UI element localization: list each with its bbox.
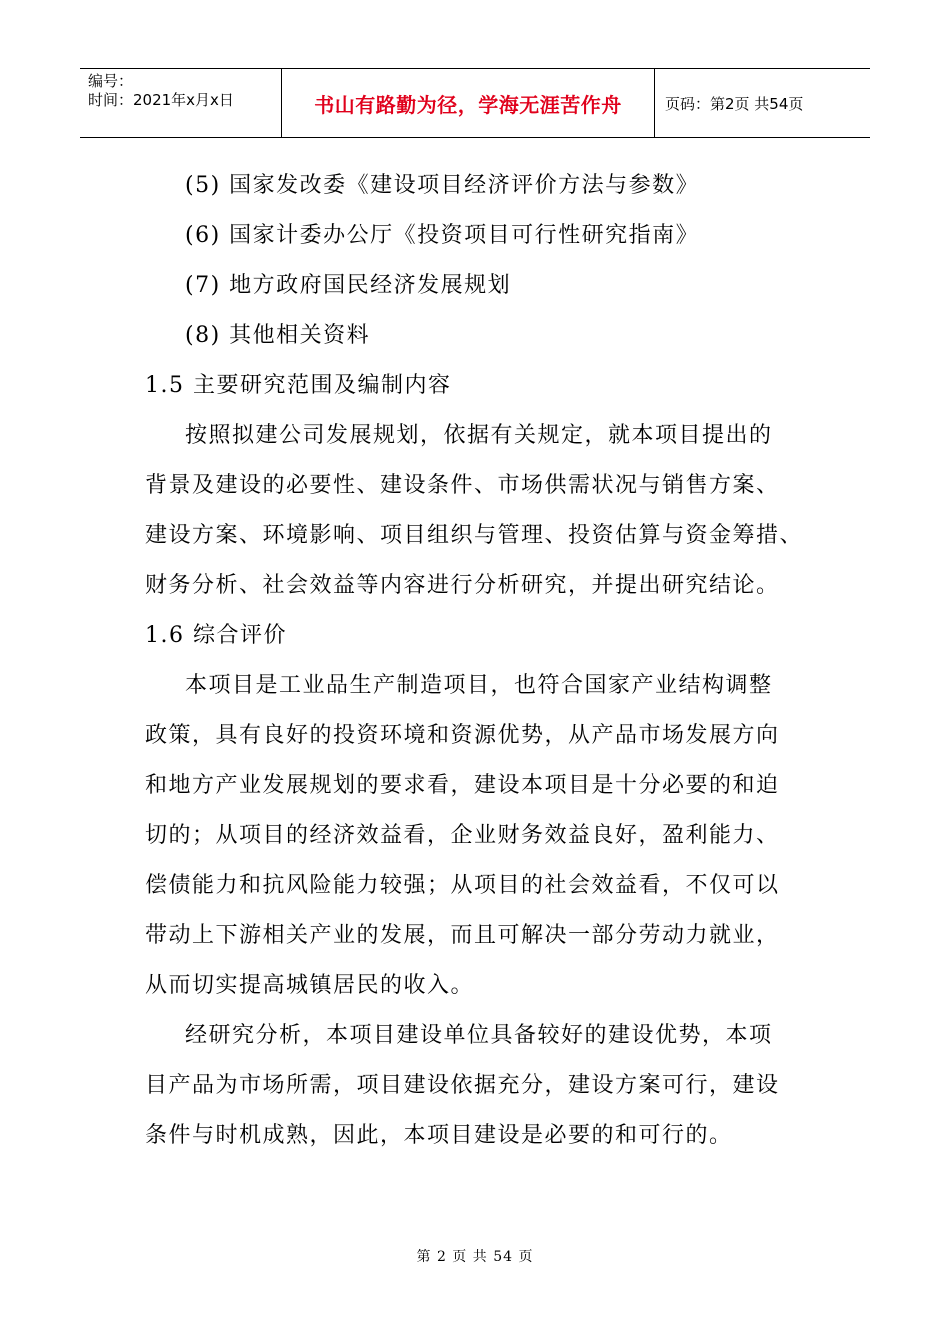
page-header — [80, 68, 870, 138]
paragraph-line: 财务分析、社会效益等内容进行分析研究，并提出研究结论。 — [145, 573, 780, 598]
paragraph-line: 偿债能力和抗风险能力较强；从项目的社会效益看，不仅可以 — [145, 873, 780, 898]
section-heading-1-5: 1.5 主要研究范围及编制内容 — [145, 373, 452, 398]
list-item: (5) 国家发改委《建设项目经济评价方法与参数》 — [185, 173, 700, 198]
paragraph-line: 经研究分析，本项目建设单位具备较好的建设优势，本项 — [185, 1023, 773, 1048]
paragraph-line: 本项目是工业品生产制造项目，也符合国家产业结构调整 — [185, 673, 773, 698]
section-heading-1-6: 1.6 综合评价 — [145, 623, 287, 648]
paragraph-line: 按照拟建公司发展规划，依据有关规定，就本项目提出的 — [185, 423, 773, 448]
paragraph-line: 从而切实提高城镇居民的收入。 — [145, 973, 475, 998]
serial-label: 编号： — [88, 72, 134, 90]
list-item: (7) 地方政府国民经济发展规划 — [185, 273, 512, 298]
page-footer: 第 2 页 共 54 页 — [416, 1249, 534, 1265]
header-meta — [80, 69, 282, 137]
paragraph-line: 带动上下游相关产业的发展，而且可解决一部分劳动力就业， — [145, 923, 780, 948]
paragraph-line: 切的；从项目的经济效益看，企业财务效益良好，盈利能力、 — [145, 823, 780, 848]
paragraph-line: 政策，具有良好的投资环境和资源优势，从产品市场发展方向 — [145, 723, 780, 748]
paragraph-line: 和地方产业发展规划的要求看，建设本项目是十分必要的和迫 — [145, 773, 780, 798]
paragraph-line: 背景及建设的必要性、建设条件、市场供需状况与销售方案、 — [145, 473, 780, 498]
header-page-info: 页码：第2页 共54页 — [665, 94, 804, 113]
date-label: 时间：2021年x月x日 — [88, 91, 234, 109]
list-item: (8) 其他相关资料 — [185, 323, 371, 348]
paragraph-line: 条件与时机成熟，因此，本项目建设是必要的和可行的。 — [145, 1123, 733, 1148]
paragraph-line: 目产品为市场所需，项目建设依据充分，建设方案可行，建设 — [145, 1073, 780, 1098]
document-body — [145, 166, 835, 1166]
paragraph-line: 建设方案、环境影响、项目组织与管理、投资估算与资金筹措、 — [145, 523, 804, 548]
list-item: (6) 国家计委办公厅《投资项目可行性研究指南》 — [185, 223, 700, 248]
header-motto: 书山有路勤为径，学海无涯苦作舟 — [282, 69, 655, 137]
